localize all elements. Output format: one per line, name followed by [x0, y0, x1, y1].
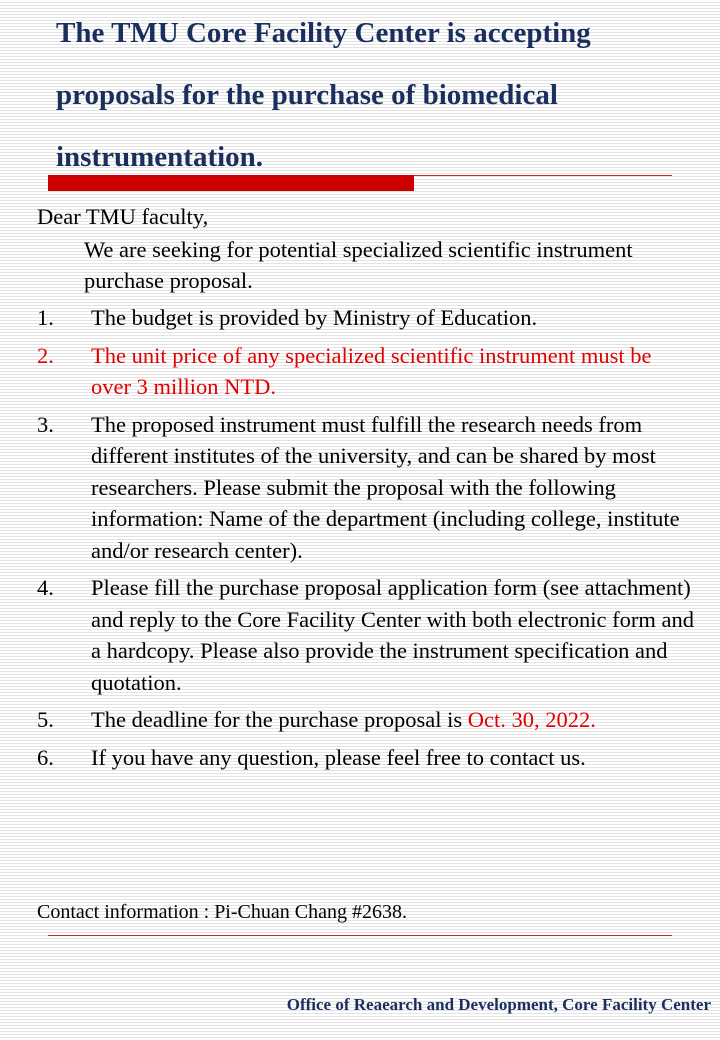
list-number: 1. [37, 305, 54, 330]
greeting: Dear TMU faculty, [37, 204, 209, 229]
list-item [37, 742, 697, 774]
list-item [37, 704, 697, 736]
list-number: 2. [37, 342, 54, 368]
contact-divider [48, 935, 672, 936]
list-item [37, 409, 697, 567]
list-text [91, 704, 697, 736]
list-text: The proposed instrument must fulfill the research needs from different institutes of the university, and can be shared by most researchers. Please submit the proposal with the following information: Name of the department (including college, institute and/or research center). [91, 411, 680, 563]
page-title: The TMU Core Facility Center is accepting proposals for the purchase of biomedical instrumentation. [56, 17, 591, 173]
list-number: 4. [37, 575, 54, 600]
list-text: The budget is provided by Ministry of Education. [91, 305, 538, 330]
title-underline-rule [414, 175, 672, 176]
deadline-label: The deadline for the purchase proposal is [91, 707, 468, 732]
list-number: 6. [37, 744, 54, 770]
footer-office: Office of Reaearch and Development, Core Facility Center [286, 995, 711, 1014]
intro-paragraph: We are seeking for potential specialized scientific instrument purchase proposal. [84, 237, 633, 293]
list-text: If you have any question, please feel free to contact us. [91, 744, 586, 770]
list-text: The unit price of any specialized scientific instrument must be over 3 million NTD. [91, 342, 652, 399]
list-text: Please fill the purchase proposal application form (see attachment) and reply to the Core Facility Center with both electronic form and a hardcopy. Please also provide the instrument specification and quotation. [91, 575, 694, 695]
contact-info: Contact information : Pi-Chuan Chang #2638. [37, 901, 407, 923]
list-item [37, 572, 697, 698]
list-number: 3. [37, 411, 54, 437]
notice-body [37, 200, 697, 779]
list-item [37, 302, 697, 334]
list-number: 5. [37, 707, 54, 732]
title-underline-bar [48, 175, 414, 191]
deadline-date: Oct. 30, 2022. [467, 707, 596, 732]
list-item [37, 340, 697, 403]
